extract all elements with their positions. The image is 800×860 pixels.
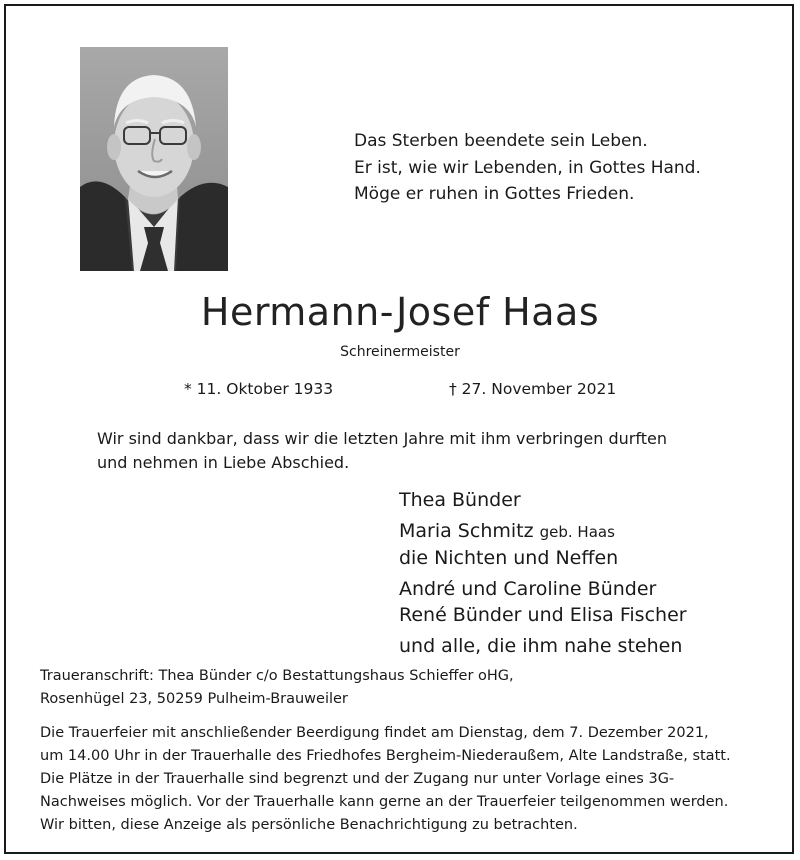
mourner	[399, 518, 687, 545]
mourner: René Bünder und Elisa Fischer	[399, 604, 687, 626]
funeral-notice	[40, 722, 731, 837]
notice-line: um 14.00 Uhr in der Trauerhalle des Friedhofes Bergheim-Niederaußem, Alte Landstraße, statt.	[40, 748, 731, 764]
gratitude-line: Wir sind dankbar, dass wir die letzten Jahre mit ihm verbringen durften	[97, 429, 667, 448]
mourner: und alle, die ihm nahe stehen	[399, 635, 683, 657]
address-line: Rosenhügel 23, 50259 Pulheim-Brauweiler	[40, 691, 348, 707]
verse	[354, 128, 701, 208]
address-line: Traueranschrift: Thea Bünder c/o Bestattungshaus Schieffer oHG,	[40, 668, 514, 684]
portrait-photo	[80, 47, 228, 271]
death-date: † 27. November 2021	[449, 380, 617, 398]
mourner-maiden-name: geb. Haas	[539, 523, 615, 541]
notice-line: Nachweises möglich. Vor der Trauerhalle kann gerne an der Trauerfeier teilgenommen werden.	[40, 794, 729, 810]
deceased-occupation: Schreinermeister	[340, 344, 460, 360]
verse-line: Das Sterben beendete sein Leben.	[354, 131, 648, 151]
deceased-name: Hermann-Josef Haas	[200, 290, 600, 334]
notice-line: Wir bitten, diese Anzeige als persönliche Benachrichtigung zu betrachten.	[40, 817, 578, 833]
mourner: die Nichten und Neffen	[399, 547, 619, 569]
gratitude-text	[97, 427, 667, 475]
verse-line: Er ist, wie wir Lebenden, in Gottes Hand.	[354, 157, 701, 178]
mourning-address	[40, 665, 514, 711]
verse-line: Möge er ruhen in Gottes Frieden.	[354, 184, 635, 204]
birth-date: * 11. Oktober 1933	[184, 380, 334, 398]
mourner: André und Caroline Bünder	[399, 578, 657, 600]
gratitude-line: und nehmen in Liebe Abschied.	[97, 453, 350, 472]
mourners-list	[399, 487, 687, 659]
mourner-name: Maria Schmitz	[399, 520, 534, 542]
notice-line: Die Plätze in der Trauerhalle sind begrenzt und der Zugang nur unter Vorlage eines 3G-	[40, 771, 675, 787]
mourner: Thea Bünder	[399, 489, 521, 511]
notice-line: Die Trauerfeier mit anschließender Beerdigung findet am Dienstag, dem 7. Dezember 2021,	[40, 725, 709, 741]
